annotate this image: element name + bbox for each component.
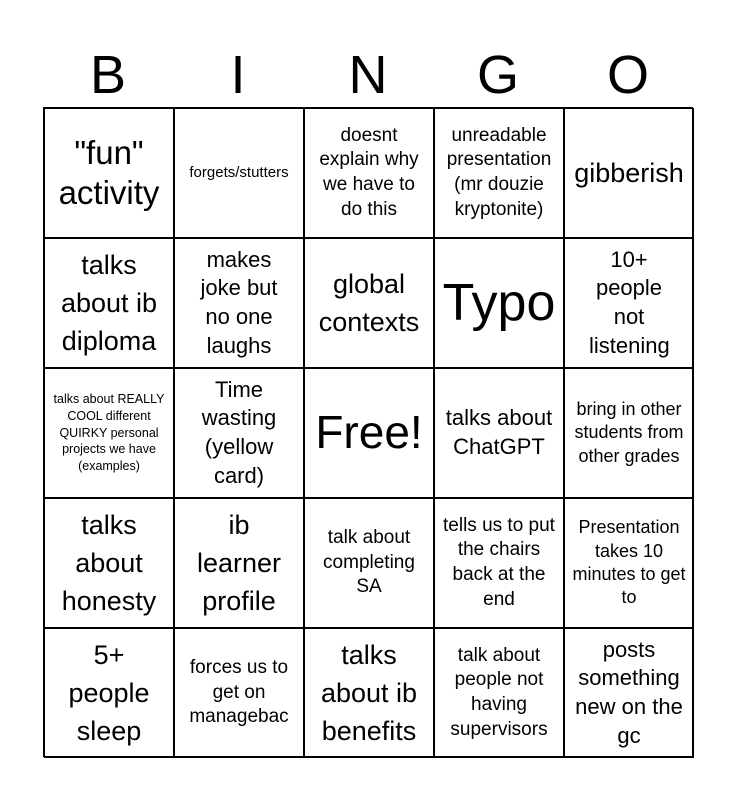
bingo-cell-3-3[interactable] bbox=[304, 368, 434, 498]
bingo-cell-5-4[interactable] bbox=[434, 628, 564, 758]
cell-text: Free! bbox=[315, 406, 423, 459]
bingo-cell-2-1[interactable] bbox=[44, 238, 174, 368]
bingo-cell-2-5[interactable] bbox=[564, 238, 694, 368]
cell-text: gibberish bbox=[574, 157, 684, 188]
bingo-cell-3-4[interactable] bbox=[434, 368, 564, 498]
cell-text: talk about completing SA bbox=[323, 526, 415, 598]
bingo-cell-1-4[interactable] bbox=[434, 108, 564, 238]
bingo-cell-1-5[interactable] bbox=[564, 108, 694, 238]
bingo-cell-2-2[interactable] bbox=[174, 238, 304, 368]
cell-text: makes joke but no one laughs bbox=[200, 246, 278, 358]
cell-text: talks about ib benefits bbox=[320, 639, 418, 747]
bingo-cell-5-1[interactable] bbox=[44, 628, 174, 758]
cell-text: talks about ib diploma bbox=[60, 249, 158, 357]
cell-text: talks about REALLY COOL different QUIRKY personal projects we have (examples) bbox=[53, 391, 165, 474]
bingo-cell-2-4[interactable] bbox=[434, 238, 564, 368]
bingo-cell-5-2[interactable] bbox=[174, 628, 304, 758]
cell-text: talks about ChatGPT bbox=[445, 405, 553, 459]
cell-text: tells us to put the chairs back at the end bbox=[443, 514, 555, 610]
cell-text: talks about honesty bbox=[61, 509, 157, 617]
cell-text: doesnt explain why we have to do this bbox=[319, 124, 419, 220]
bingo-cell-1-2[interactable] bbox=[174, 108, 304, 238]
header-letter-n: N bbox=[348, 45, 388, 105]
cell-text: bring in other students from other grades bbox=[574, 399, 684, 466]
bingo-cell-4-1[interactable] bbox=[44, 498, 174, 628]
header-letter-o: O bbox=[606, 45, 649, 105]
header-letter-g: G bbox=[476, 45, 519, 105]
bingo-cell-4-2[interactable] bbox=[174, 498, 304, 628]
cell-text: Presentation takes 10 minutes to get to bbox=[572, 517, 686, 608]
bingo-board bbox=[43, 107, 693, 757]
cell-text: forgets/stutters bbox=[189, 164, 289, 182]
bingo-cell-2-3[interactable] bbox=[304, 238, 434, 368]
bingo-cell-3-2[interactable] bbox=[174, 368, 304, 498]
cell-text: ib learner profile bbox=[196, 509, 282, 617]
header-letter-b: B bbox=[89, 45, 127, 105]
bingo-cell-1-3[interactable] bbox=[304, 108, 434, 238]
bingo-cell-4-4[interactable] bbox=[434, 498, 564, 628]
cell-text: 10+ people not listening bbox=[589, 246, 670, 358]
cell-text: Typo bbox=[442, 273, 556, 332]
bingo-cell-4-5[interactable] bbox=[564, 498, 694, 628]
cell-text: global contexts bbox=[318, 268, 420, 337]
cell-text: forces us to get on managebac bbox=[189, 656, 289, 728]
bingo-header bbox=[43, 44, 693, 106]
bingo-cell-3-5[interactable] bbox=[564, 368, 694, 498]
bingo-cell-4-3[interactable] bbox=[304, 498, 434, 628]
bingo-cell-1-1[interactable] bbox=[44, 108, 174, 238]
cell-text: 5+ people sleep bbox=[68, 639, 150, 747]
cell-text: "fun" activity bbox=[58, 133, 160, 211]
cell-text: Time wasting (yellow card) bbox=[201, 376, 277, 488]
header-letter-i: I bbox=[230, 45, 246, 105]
bingo-cell-3-1[interactable] bbox=[44, 368, 174, 498]
cell-text: talk about people not having supervisors bbox=[450, 644, 548, 740]
cell-text: posts something new on the gc bbox=[575, 636, 683, 748]
cell-text: unreadable presentation (mr douzie kryptonite) bbox=[446, 124, 552, 220]
bingo-cell-5-3[interactable] bbox=[304, 628, 434, 758]
bingo-cell-5-5[interactable] bbox=[564, 628, 694, 758]
